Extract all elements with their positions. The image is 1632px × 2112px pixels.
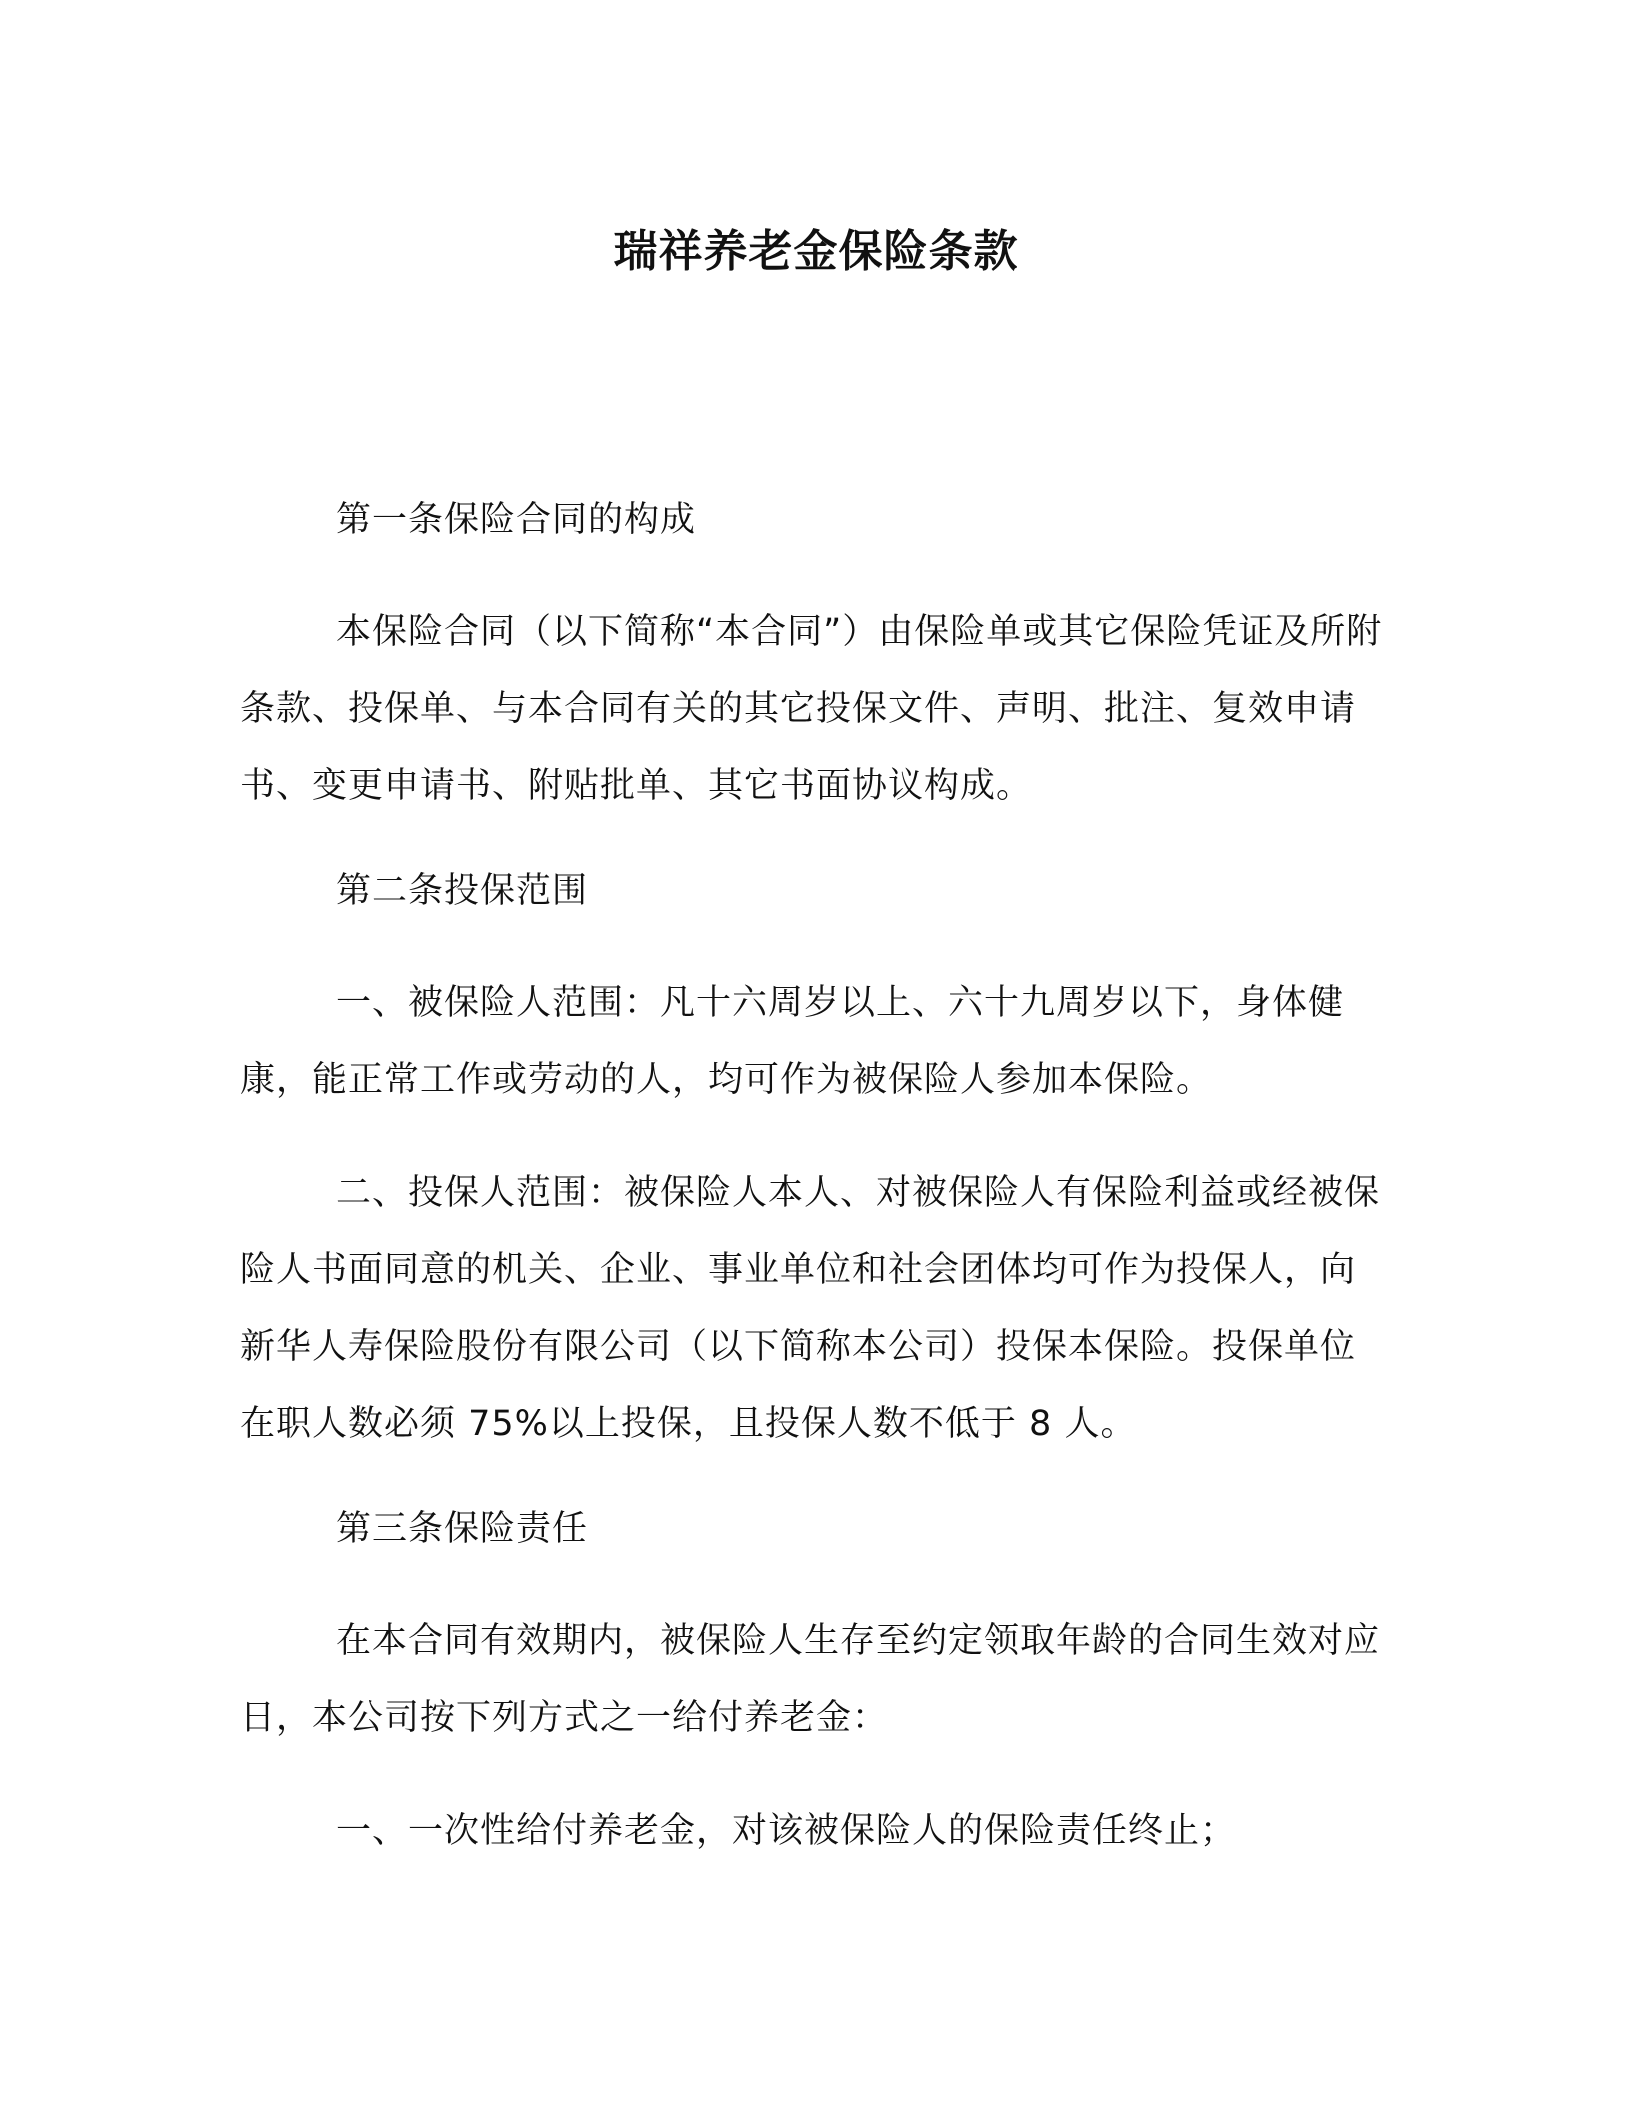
paragraph: 在本合同有效期内，被保险人生存至约定领取年龄的合同生效对应日，本公司按下列方式之一给付养老金： bbox=[240, 1621, 1381, 1738]
paragraph: 本保险合同（以下简称“本合同”）由保险单或其它保险凭证及所附条款、投保单、与本合同有关的其它投保文件、声明、批注、复效申请书、变更申请书、附贴批单、其它书面协议构成。 bbox=[240, 612, 1383, 806]
section-heading: 第三条保险责任 bbox=[336, 1509, 589, 1549]
document-body bbox=[240, 490, 1390, 1870]
paragraph: 一、被保险人范围：凡十六周岁以上、六十九周岁以下，身体健康，能正常工作或劳动的人，均可作为被保险人参加本保险。 bbox=[240, 983, 1345, 1100]
section-heading: 第一条保险合同的构成 bbox=[336, 500, 697, 540]
document-title: 瑞祥养老金保险条款 bbox=[613, 226, 1019, 277]
paragraph: 一、一次性给付养老金，对该被保险人的保险责任终止； bbox=[336, 1811, 1237, 1851]
section-heading: 第二条投保范围 bbox=[336, 871, 589, 911]
paragraph: 二、投保人范围：被保险人本人、对被保险人有保险利益或经被保险人书面同意的机关、企业、事业单位和社会团体均可作为投保人，向新华人寿保险股份有限公司（以下简称本公司）投保本保险。投保单位在职人数必须 75%以上投保，且投保人数不低于 8 人。 bbox=[240, 1173, 1381, 1444]
